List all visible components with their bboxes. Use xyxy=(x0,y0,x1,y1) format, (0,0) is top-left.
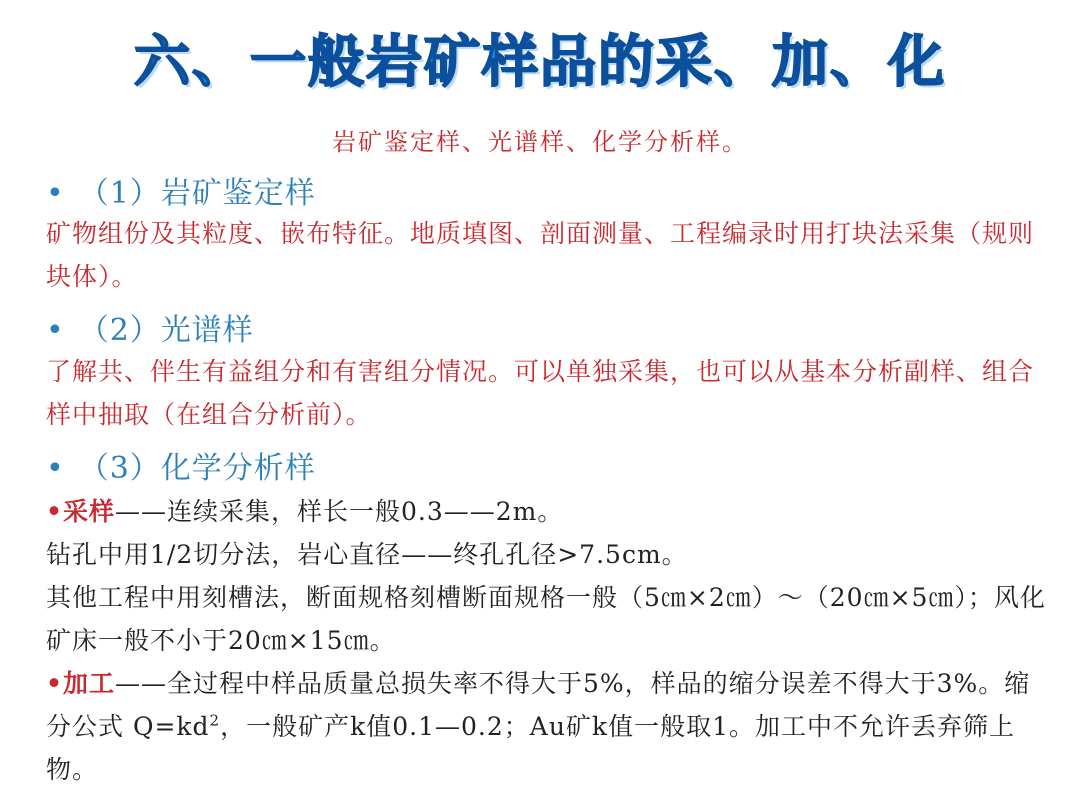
processing-text-b: ，一般矿产k值0.1—0.2；Au矿k值一般取1。加工中不允许丢弃筛上物。 xyxy=(46,712,1015,784)
page-subtitle: 岩矿鉴定样、光谱样、化学分析样。 xyxy=(332,128,748,156)
processing-paragraph xyxy=(46,662,1046,791)
sampling-line-2: 钻孔中用1/2切分法，岩心直径——终孔孔径>7.5cm。 xyxy=(46,540,688,569)
bullet-marker: • xyxy=(46,451,65,486)
section-text-1: 矿物组份及其粒度、嵌布特征。地质填图、剖面测量、工程编录时用打块法采集（规则块体）。 xyxy=(46,219,1035,291)
heading-text: （3）化学分析样 xyxy=(78,451,316,486)
sampling-line-1 xyxy=(46,490,1046,533)
section-text-2: 了解共、伴生有益组分和有害组分情况。可以单独采集，也可以从基本分析副样、组合样中抽取（在组合分析前）。 xyxy=(46,357,1035,429)
processing-text-a: ——全过程中样品质量总损失率不得大于5%，样品的缩分误差不得大于3%。缩分公式 Q=kd xyxy=(46,669,1031,741)
heading-text: （2）光谱样 xyxy=(78,313,254,348)
sampling-label: •采样 xyxy=(46,497,115,526)
sampling-line-3: 其他工程中用刻槽法，断面规格刻槽断面规格一般（5㎝×2㎝）～（20㎝×5㎝）；风化矿床一般不小于20㎝×15㎝。 xyxy=(46,583,1046,655)
bullet-marker: • xyxy=(46,176,65,211)
formula-exponent: 2 xyxy=(209,711,221,730)
section-heading-3 xyxy=(46,443,316,487)
section-heading-1 xyxy=(46,168,316,212)
page-title: 六、一般岩矿样品的采、加、化 xyxy=(134,30,946,95)
section-heading-2 xyxy=(46,305,254,349)
bullet-marker: • xyxy=(46,313,65,348)
processing-label: •加工 xyxy=(46,669,115,698)
sampling-text: ——连续采集，样长一般0.3——2m。 xyxy=(114,497,564,526)
heading-text: （1）岩矿鉴定样 xyxy=(78,176,316,211)
